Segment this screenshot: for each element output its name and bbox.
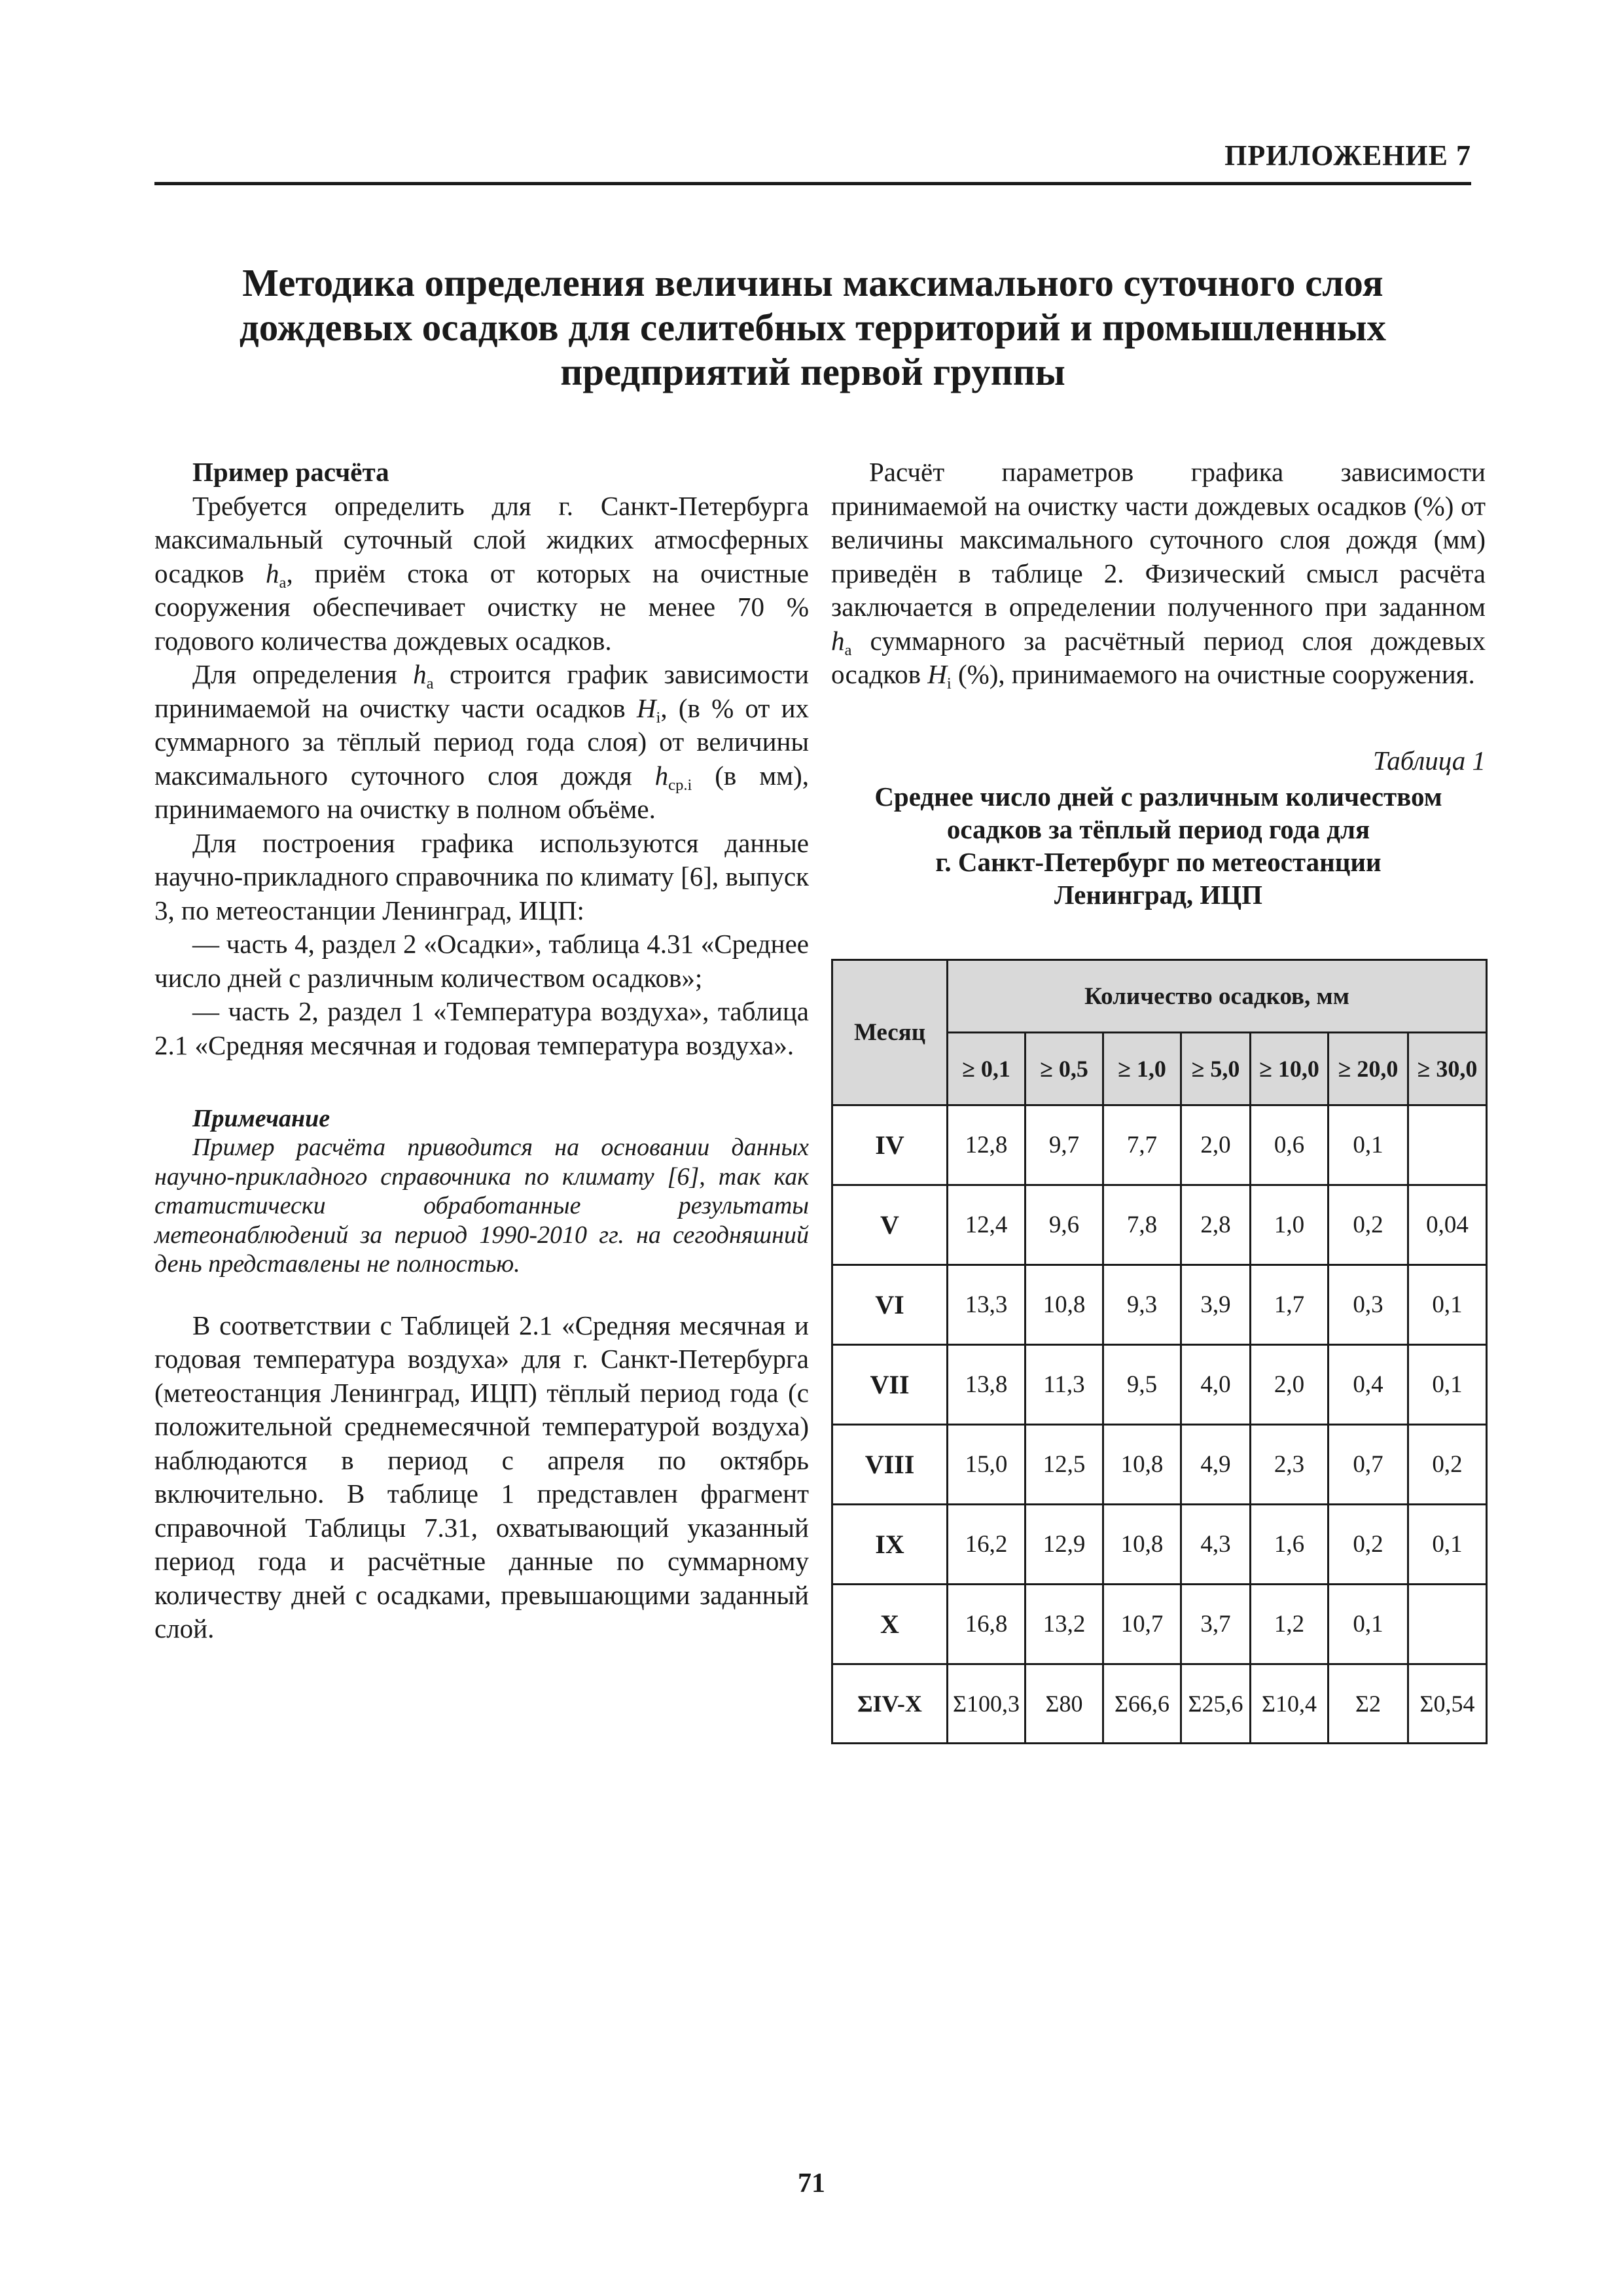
month-header: Месяц bbox=[832, 960, 948, 1105]
paragraph-warm-period: В соответствии с Таблицей 2.1 «Средняя месячная и годовая температура воздуха» для г. Санкт-Петербурга (метеостанция Ленинград, ИЦП) тёплый период года (с положительной среднемесячной температурой воздуха) наблюдаются в период с апреля по октябрь включительно. В таблице 1 представлен фрагмент справочной Таблицы 7.31, охватывающий указанный период года и расчётные данные по суммарному количеству дней с осадками, превышающими заданный слой. bbox=[154, 1310, 809, 1643]
precipitation-table bbox=[831, 959, 1488, 1744]
value-cell: Σ2 bbox=[1329, 1664, 1408, 1744]
value-cell bbox=[1408, 1585, 1487, 1664]
value-cell: Σ66,6 bbox=[1103, 1664, 1181, 1744]
right-column bbox=[831, 456, 1486, 911]
value-cell: Σ80 bbox=[1026, 1664, 1103, 1744]
month-cell: VIII bbox=[832, 1425, 948, 1505]
value-cell: 15,0 bbox=[948, 1425, 1026, 1505]
value-cell: 2,0 bbox=[1181, 1105, 1251, 1185]
month-cell: VI bbox=[832, 1265, 948, 1345]
value-cell: 0,3 bbox=[1329, 1265, 1408, 1345]
paragraph-requirement: Требуется определить для г. Санкт-Петербурга максимальный суточный слой жидких атмосферных осадков $h_a$, приём стока от которых на очистные сооружения обеспечивает очистку не менее 70 % годового количества дождевых осадков. bbox=[154, 490, 809, 656]
value-cell: 16,2 bbox=[948, 1505, 1026, 1585]
paragraph-graph: Для определения $h_a$ строится график зависимости принимаемой на очистку части осадков $H_i$, (в % от их суммарного за тёплый период года слоя) от величины максимального суточного слоя дождя $h_{ср.i}$ (в мм), принимаемого на очистку в полном объёме. bbox=[154, 659, 810, 824]
threshold-header: ≥ 1,0 bbox=[1103, 1033, 1181, 1105]
value-cell: 0,1 bbox=[1329, 1585, 1408, 1664]
value-cell: 9,5 bbox=[1103, 1345, 1181, 1425]
value-cell: 1,7 bbox=[1251, 1265, 1329, 1345]
value-cell: 10,8 bbox=[1103, 1425, 1181, 1505]
month-cell: ΣIV-X bbox=[832, 1664, 948, 1744]
value-cell: Σ25,6 bbox=[1181, 1664, 1251, 1744]
value-cell: 12,8 bbox=[948, 1105, 1026, 1185]
threshold-header: ≥ 10,0 bbox=[1251, 1033, 1329, 1105]
value-cell: 0,1 bbox=[1408, 1345, 1487, 1425]
value-cell: 9,3 bbox=[1103, 1265, 1181, 1345]
threshold-header: ≥ 5,0 bbox=[1181, 1033, 1251, 1105]
value-cell: 0,2 bbox=[1329, 1505, 1408, 1585]
value-cell: 13,2 bbox=[1026, 1585, 1103, 1664]
paragraph-sources: Для построения графика используются данные научно-прикладного справочника по климату [6], выпуск 3, по метеостанции Ленинград, ИЦП: bbox=[154, 827, 809, 925]
value-cell: 13,3 bbox=[948, 1265, 1026, 1345]
table-caption: Таблица 1 bbox=[1372, 745, 1486, 776]
value-cell: 7,8 bbox=[1103, 1185, 1181, 1265]
value-cell: 13,8 bbox=[948, 1345, 1026, 1425]
value-cell: Σ10,4 bbox=[1251, 1664, 1329, 1744]
example-subheading: Пример расчёта bbox=[192, 457, 389, 487]
table-row bbox=[832, 1505, 1487, 1585]
value-cell: 7,7 bbox=[1103, 1105, 1181, 1185]
value-cell: 12,4 bbox=[948, 1185, 1026, 1265]
month-cell: IX bbox=[832, 1505, 948, 1585]
page-number: 71 bbox=[798, 2168, 825, 2198]
month-cell: VII bbox=[832, 1345, 948, 1425]
value-cell: 0,2 bbox=[1329, 1185, 1408, 1265]
value-cell: 0,1 bbox=[1408, 1265, 1487, 1345]
value-cell: 0,6 bbox=[1251, 1105, 1329, 1185]
value-cell: Σ100,3 bbox=[948, 1664, 1026, 1744]
value-cell: 1,6 bbox=[1251, 1505, 1329, 1585]
value-cell: 10,8 bbox=[1103, 1505, 1181, 1585]
precipitation-group-header: Количество осадков, мм bbox=[948, 960, 1487, 1033]
month-cell: V bbox=[832, 1185, 948, 1265]
value-cell: 0,4 bbox=[1329, 1345, 1408, 1425]
value-cell: 4,0 bbox=[1181, 1345, 1251, 1425]
value-cell: 1,0 bbox=[1251, 1185, 1329, 1265]
value-cell: 2,8 bbox=[1181, 1185, 1251, 1265]
note-text: Пример расчёта приводится на основании данных научно-прикладного справочника по климату [6], так как статистически обработанные результаты метеонаблюдений за период 1990-2010 гг. на сегодняшний день представлены не полностью. bbox=[154, 1134, 809, 1278]
page-title bbox=[154, 260, 1471, 394]
threshold-header: ≥ 0,1 bbox=[948, 1033, 1026, 1105]
table-title-line-1: Среднее число дней с различным количеством bbox=[874, 781, 1442, 812]
table-sum-row bbox=[832, 1664, 1487, 1744]
value-cell: 12,9 bbox=[1026, 1505, 1103, 1585]
table-title-line-2: осадков за тёплый период года для bbox=[946, 814, 1370, 844]
paragraph-source-2: — часть 2, раздел 1 «Температура воздуха», таблица 2.1 «Средняя месячная и годовая температура воздуха». bbox=[154, 996, 809, 1060]
value-cell: 0,04 bbox=[1408, 1185, 1487, 1265]
table-row bbox=[832, 1105, 1487, 1185]
table-row bbox=[832, 1185, 1487, 1265]
value-cell: 1,2 bbox=[1251, 1585, 1329, 1664]
title-line-1: Методика определения величины максимального суточного слоя bbox=[242, 261, 1383, 304]
month-cell: IV bbox=[832, 1105, 948, 1185]
value-cell: 9,7 bbox=[1026, 1105, 1103, 1185]
value-cell bbox=[1408, 1105, 1487, 1185]
value-cell: 0,1 bbox=[1329, 1105, 1408, 1185]
value-cell: Σ0,54 bbox=[1408, 1664, 1487, 1744]
left-column bbox=[154, 456, 809, 1646]
table-row bbox=[832, 1425, 1487, 1505]
table-row bbox=[832, 1265, 1487, 1345]
value-cell: 10,7 bbox=[1103, 1585, 1181, 1664]
value-cell: 12,5 bbox=[1026, 1425, 1103, 1505]
value-cell: 9,6 bbox=[1026, 1185, 1103, 1265]
title-line-2: дождевых осадков для селитебных территорий и промышленных bbox=[239, 306, 1387, 349]
threshold-header: ≥ 30,0 bbox=[1408, 1033, 1487, 1105]
value-cell: 3,9 bbox=[1181, 1265, 1251, 1345]
value-cell: 0,2 bbox=[1408, 1425, 1487, 1505]
value-cell: 11,3 bbox=[1026, 1345, 1103, 1425]
threshold-header: ≥ 20,0 bbox=[1329, 1033, 1408, 1105]
value-cell: 2,3 bbox=[1251, 1425, 1329, 1505]
value-cell: 0,1 bbox=[1408, 1505, 1487, 1585]
value-cell: 4,9 bbox=[1181, 1425, 1251, 1505]
value-cell: 3,7 bbox=[1181, 1585, 1251, 1664]
month-cell: X bbox=[832, 1585, 948, 1664]
paragraph-calculation: Расчёт параметров графика зависимости принимаемой на очистку части дождевых осадков (%) от величины максимального суточного слоя дождя (мм) приведён в таблице 2. Физический смысл расчёта заключается в определении полученного при заданном $h_a$ суммарного за расчётный период слоя дождевых осадков $H_i$ (%), принимаемого на очистные сооружения. bbox=[831, 457, 1486, 692]
appendix-label: ПРИЛОЖЕНИЕ 7 bbox=[1224, 139, 1471, 171]
value-cell: 0,7 bbox=[1329, 1425, 1408, 1505]
value-cell: 16,8 bbox=[948, 1585, 1026, 1664]
table-title bbox=[831, 780, 1486, 911]
title-line-3: предприятий первой группы bbox=[560, 350, 1065, 393]
threshold-header: ≥ 0,5 bbox=[1026, 1033, 1103, 1105]
table-row bbox=[832, 1345, 1487, 1425]
value-cell: 10,8 bbox=[1026, 1265, 1103, 1345]
header-rule bbox=[154, 182, 1471, 185]
table-row bbox=[832, 1585, 1487, 1664]
table-title-line-3: г. Санкт-Петербург по метеостанции bbox=[935, 847, 1382, 877]
paragraph-source-1: — часть 4, раздел 2 «Осадки», таблица 4.31 «Среднее число дней с различным количеством осадков»; bbox=[154, 929, 809, 993]
value-cell: 4,3 bbox=[1181, 1505, 1251, 1585]
table-title-line-4: Ленинград, ИЦП bbox=[1054, 880, 1263, 910]
value-cell: 2,0 bbox=[1251, 1345, 1329, 1425]
note-heading: Примечание bbox=[192, 1105, 330, 1132]
